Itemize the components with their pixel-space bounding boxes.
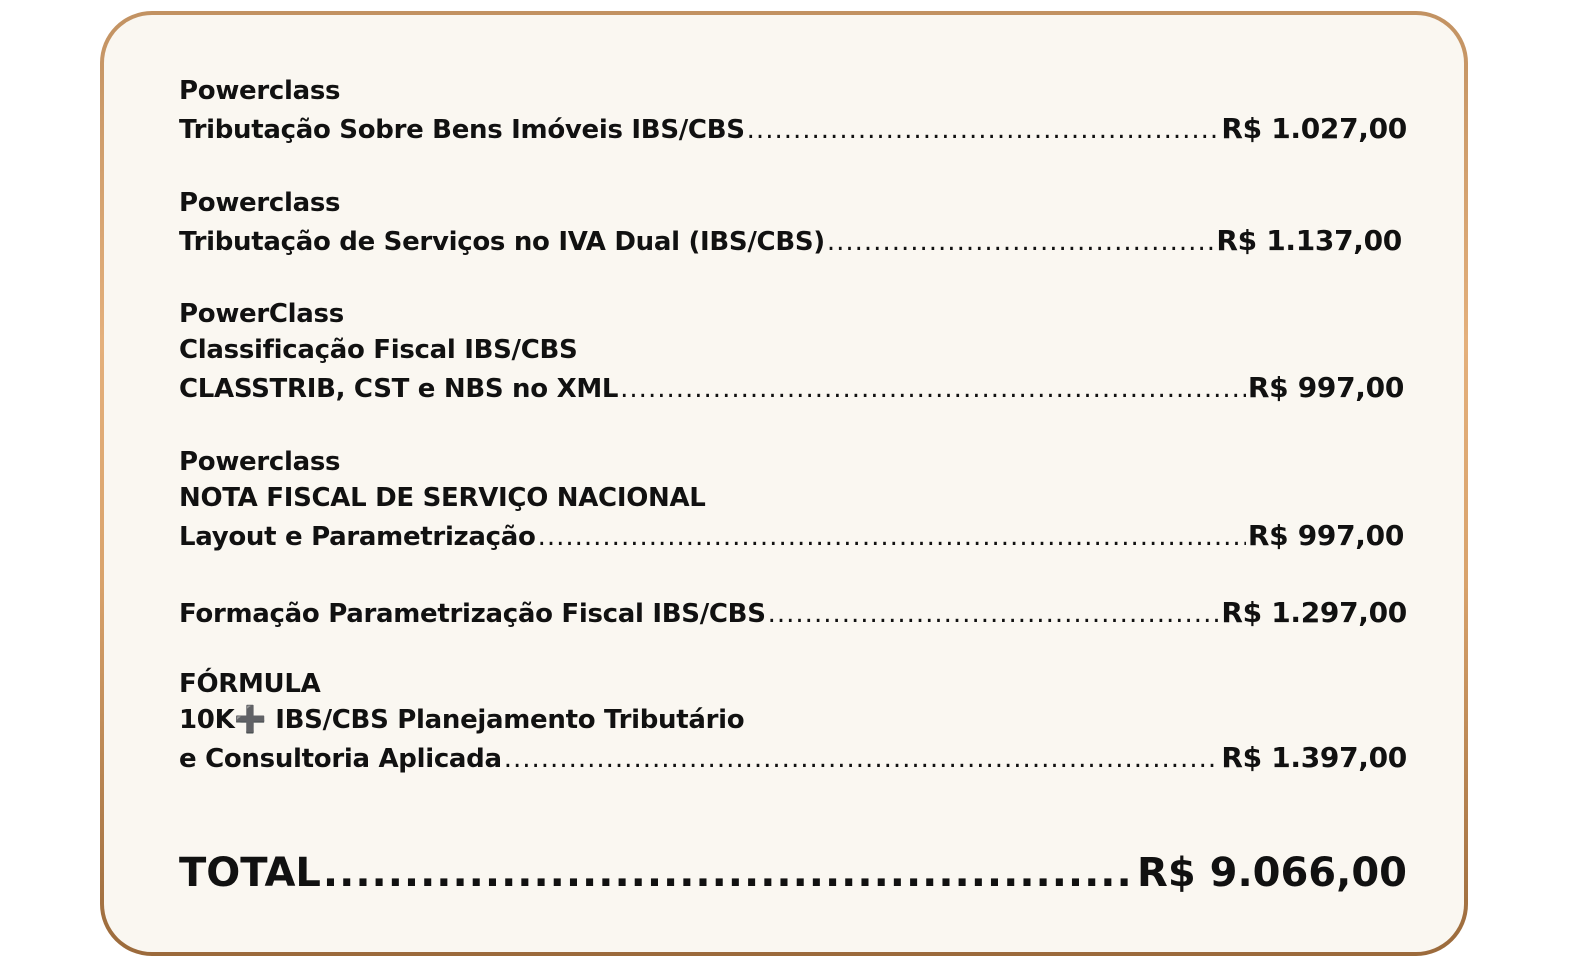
dot-leader: [323, 847, 1135, 899]
item-subtitle: Classificação Fiscal IBS/CBS: [179, 335, 578, 365]
item-title: Powerclass: [179, 447, 341, 477]
total-price: R$ 9.066,00: [1137, 850, 1407, 896]
item-price-row: [179, 109, 1407, 150]
item-description: CLASSTRIB, CST e NBS no XML: [179, 374, 619, 404]
item-price: R$ 1.137,00: [1216, 224, 1402, 257]
item-price: R$ 1.297,00: [1221, 596, 1407, 629]
item-subtitle: 10K➕ IBS/CBS Planejamento Tributário: [179, 705, 745, 735]
item-description: Tributação Sobre Bens Imóveis IBS/CBS: [179, 115, 745, 145]
item-price: R$ 1.027,00: [1221, 112, 1407, 145]
dot-leader: [620, 369, 1246, 409]
item-price-row: [179, 738, 1407, 779]
item-description: Layout e Parametrização: [179, 522, 536, 552]
dot-leader: [538, 517, 1246, 557]
dot-leader: [504, 739, 1220, 779]
item-price: R$ 997,00: [1247, 371, 1404, 404]
item-title: Powerclass: [179, 76, 341, 106]
price-item: [179, 593, 1407, 634]
item-price-row: [179, 368, 1404, 409]
item-title: PowerClass: [179, 299, 344, 329]
price-list-card: [104, 15, 1464, 952]
item-price-row: [179, 593, 1407, 634]
total-label: TOTAL: [179, 850, 321, 896]
item-title: FÓRMULA: [179, 669, 321, 699]
item-description: e Consultoria Aplicada: [179, 744, 502, 774]
item-title: Powerclass: [179, 188, 341, 218]
price-item: [179, 185, 1407, 262]
item-price: R$ 997,00: [1247, 519, 1404, 552]
item-price: R$ 1.397,00: [1221, 741, 1407, 774]
item-description: Formação Parametrização Fiscal IBS/CBS: [179, 599, 766, 629]
price-item: [179, 444, 1407, 557]
dot-leader: [827, 222, 1214, 262]
price-item: [179, 296, 1407, 409]
total-row: [179, 847, 1407, 899]
price-item: [179, 73, 1407, 150]
price-list-frame: [100, 11, 1468, 956]
item-description: Tributação de Serviços no IVA Dual (IBS/CBS): [179, 227, 825, 257]
dot-leader: [747, 110, 1220, 150]
dot-leader: [768, 594, 1220, 634]
item-subtitle: NOTA FISCAL DE SERVIÇO NACIONAL: [179, 483, 706, 513]
item-price-row: [179, 516, 1404, 557]
price-item: [179, 666, 1407, 779]
item-price-row: [179, 221, 1402, 262]
